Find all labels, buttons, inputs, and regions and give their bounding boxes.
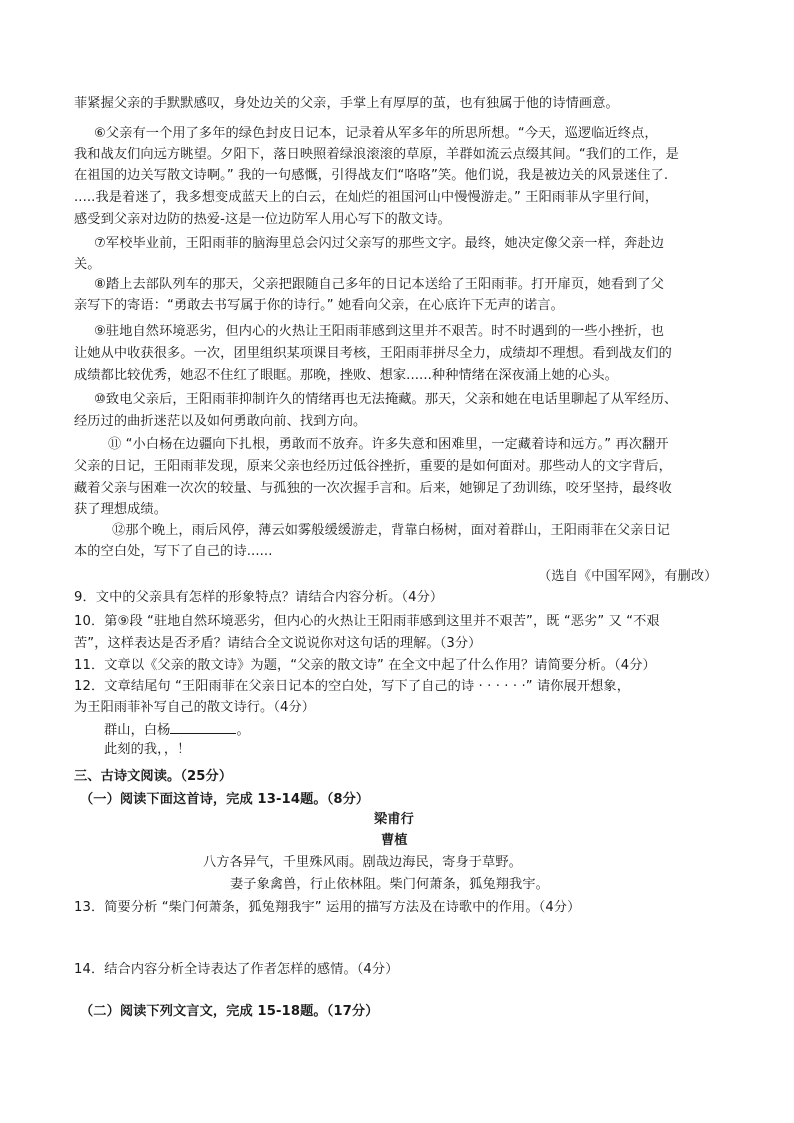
answer-blank[interactable] <box>170 720 236 734</box>
part-2-heading: （二）阅读下列文言文，完成 15-18题。（17分） <box>80 1004 379 1019</box>
poem-line: 八方各异气，千里殊风雨。剧哉边海民，寄身于草野。 <box>203 855 522 870</box>
question-14: 14．结合内容分析全诗表达了作者怎样的感情。（4分） <box>74 962 399 977</box>
question-10-line: 苦”，这样表达是否矛盾？请结合全文说说你对这句话的理解。（3分） <box>74 636 482 651</box>
paragraph-12-line: 本的空白处，写下了自己的诗...... <box>74 544 273 559</box>
question-13: 13．简要分析 “柴门何萧条，狐兔翔我宇” 运用的描写方法及在诗歌中的作用。（4分） <box>74 900 581 915</box>
paragraph-9-line: 让她从中收获很多。一次，团里组织某项课目考核，王阳雨菲拼尽全力，成绩却不理想。看到战友们的 <box>74 346 672 361</box>
section-3-heading: 三、古诗文阅读。（25分） <box>74 769 233 784</box>
paragraph-7-line: 关。 <box>74 257 101 272</box>
paragraph-11-line: 父亲的日记，王阳雨菲发现，原来父亲也经历过低谷挫折，重要的是如何面对。那些动人的文字背后， <box>74 459 672 474</box>
poem-author: 曹植 <box>381 833 408 848</box>
paragraph-6-line: 在祖国的边关写散文诗啊。” 我的一句感慨，引得战友们“咯咯”笑。他们说，我是被边关的风景迷住了. <box>74 168 669 183</box>
paragraph-6-line: 感受到父亲对边防的热爱-这是一位边防军人用心写下的散文诗。 <box>74 212 451 227</box>
paragraph-11-line: 藏着父亲与困难一次次的较量、与孤独的一次次握手言和。后来，她铆足了劲训练，咬牙坚持，最终收 <box>74 481 672 496</box>
question-10-line: 10．第⑨段 “驻地自然环境恶劣，但内心的火热让王阳雨菲感到这里并不艰苦”，既 “恶劣” 又 “不艰 <box>74 614 660 629</box>
answer-fill-line-2: 此刻的我，，！ <box>104 742 191 757</box>
source-citation: （选自《中国军网》，有删改） <box>538 569 718 584</box>
poem-line: 妻子象禽兽，行止依林阻。柴门何萧条，狐兔翔我宇。 <box>230 877 549 892</box>
paragraph-7-line: ⑦军校毕业前，王阳雨菲的脑海里总会闪过父亲写的那些文字。最终，她决定像父亲一样，奔赴边 <box>94 236 664 251</box>
paragraph-6-line: .....我是着迷了，我多想变成蓝天上的白云，在灿烂的祖国河山中慢慢游走。” 王阳雨菲从字里行间， <box>74 190 659 205</box>
question-12-line: 为王阳雨菲补写自己的散文诗行。（4分） <box>74 700 316 715</box>
paragraph-10-line: 经历过的曲折迷茫以及如何勇敢向前、找到方向。 <box>74 414 367 429</box>
answer-fill-line-1 <box>104 720 250 740</box>
paragraph-12-line: ⑫那个晚上，雨后风停，薄云如雾般缓缓游走，背靠白杨树，面对着群山，王阳雨菲在父亲日记 <box>112 523 671 538</box>
paragraph-11-line: 获了理想成绩。 <box>74 502 168 517</box>
poem-title: 梁甫行 <box>374 812 414 827</box>
paragraph-8-line: 亲写下的寄语：“勇敢去书写属于你的诗行。” 她看向父亲，在心底许下无声的诺言。 <box>74 298 564 313</box>
question-11: 11．文章以《父亲的散文诗》为题，“父亲的散文诗” 在全文中起了什么作用？请简要分析。（4分） <box>74 658 656 673</box>
passage-line: 菲紧握父亲的手默默感叹，身处边关的父亲，手掌上有厚厚的茧，也有独属于他的诗情画意。 <box>74 96 619 111</box>
question-9: 9．文中的父亲具有怎样的形象特点？请结合内容分析。（4分） <box>74 590 444 605</box>
paragraph-9-line: 成绩都比较优秀，她忍不住红了眼眶。那晚，挫败、想家......种种情绪在深夜涌上她的心头。 <box>74 368 618 383</box>
fill-prefix: 群山，白杨 <box>104 723 171 738</box>
paragraph-9-line: ⑨驻地自然环境恶劣，但内心的火热让王阳雨菲感到这里并不艰苦。时不时遇到的一些小挫折，也 <box>94 324 664 339</box>
question-12-line: 12．文章结尾句 “王阳雨菲在父亲日记本的空白处，写下了自己的诗 · · · · · ·” 请你展开想象， <box>74 679 630 694</box>
part-1-heading: （一）阅读下面这首诗，完成 13-14题。（8分） <box>80 792 370 807</box>
fill-suffix: 。 <box>236 723 250 738</box>
paragraph-10-line: ⑩致电父亲后，王阳雨菲抑制许久的情绪再也无法掩藏。那天，父亲和她在电话里聊起了从军经历、 <box>94 392 678 407</box>
paragraph-8-line: ⑧踏上去部队列车的那天，父亲把跟随自己多年的日记本送给了王阳雨菲。打开扉页，她看到了父 <box>94 277 664 292</box>
paragraph-11-line: ⑪ “小白杨在边疆向下扎根，勇敢而不放弃。许多失意和困难里，一定藏着诗和远方。” 再次翻开 <box>108 437 669 452</box>
paragraph-6-line: ⑥父亲有一个用了多年的绿色封皮日记本，记录着从军多年的所思所想。“今天，巡逻临近终点， <box>94 126 658 141</box>
paragraph-6-line: 我和战友们向远方眺望。夕阳下，落日映照着绿浪滚滚的草原，羊群如流云点缀其间。“我们的工作，是 <box>74 147 679 162</box>
